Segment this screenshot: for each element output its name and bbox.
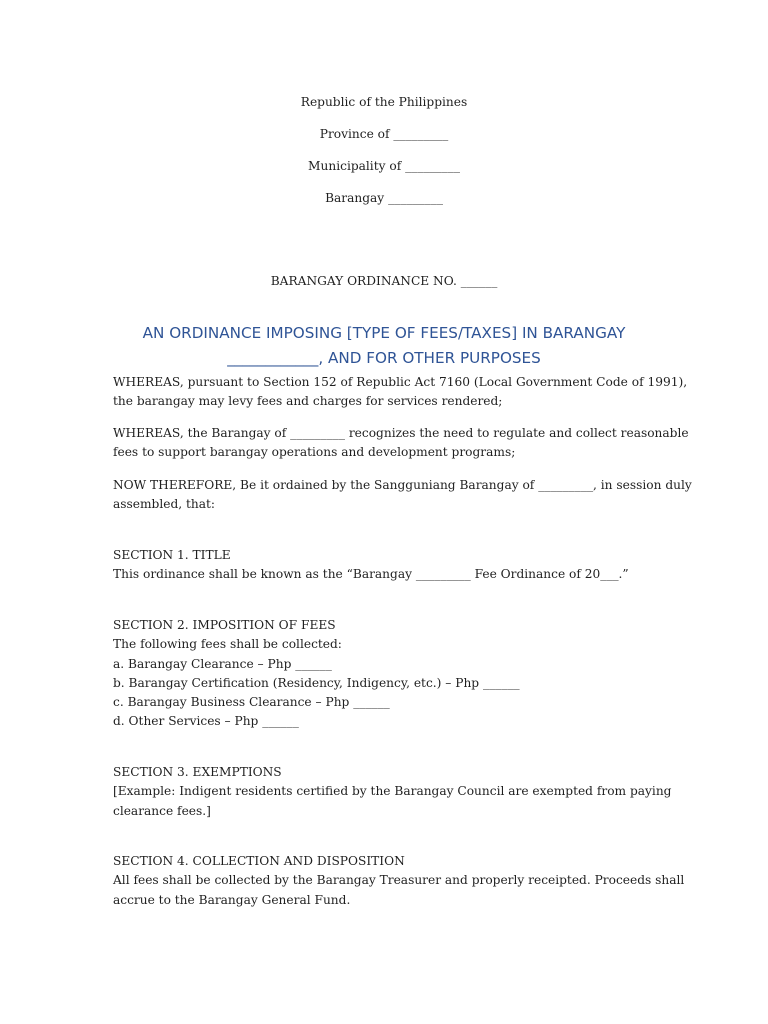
whereas-clause-1 xyxy=(113,373,688,412)
section-3-heading: SECTION 3. EXEMPTIONS xyxy=(113,765,282,779)
fee-item-certification: b. Barangay Certification (Residency, Indigency, etc.) – Php ______ xyxy=(113,675,520,690)
header-municipality: Municipality of _________ xyxy=(308,159,460,173)
section-2-heading: SECTION 2. IMPOSITION OF FEES xyxy=(113,618,336,632)
fee-item-clearance: a. Barangay Clearance – Php ______ xyxy=(113,656,332,671)
now-therefore-line-2: assembled, that: xyxy=(113,497,216,512)
section-4-line-1: All fees shall be collected by the Barangay Treasurer and properly receipted. Proceeds shall xyxy=(113,873,685,888)
whereas-clause-2-line-2: fees to support barangay operations and development programs; xyxy=(113,445,516,460)
whereas-clause-2-line-1: WHEREAS, the Barangay of _________ recognizes the need to regulate and collect reasonable xyxy=(113,426,689,440)
whereas-clause-1-line-2: the barangay may levy fees and charges for services rendered; xyxy=(113,394,503,409)
section-1-text: This ordinance shall be known as the “Barangay _________ Fee Ordinance of 20___.” xyxy=(113,567,629,582)
ordinance-number: BARANGAY ORDINANCE NO. ______ xyxy=(270,274,498,288)
header-barangay: Barangay _________ xyxy=(325,191,443,205)
now-therefore-clause xyxy=(113,476,692,515)
section-1-heading: SECTION 1. TITLE xyxy=(113,548,231,562)
whereas-clause-1-line-1: WHEREAS, pursuant to Section 152 of Republic Act 7160 (Local Government Code of 1991), xyxy=(113,375,688,389)
section-3 xyxy=(113,763,673,821)
header-province: Province of _________ xyxy=(319,127,449,141)
section-4 xyxy=(113,852,685,910)
fee-item-other-services: d. Other Services – Php ______ xyxy=(113,714,299,729)
header-republic: Republic of the Philippines xyxy=(300,95,468,109)
ordinance-title-line-2: ____________, AND FOR OTHER PURPOSES xyxy=(227,349,541,367)
ordinance-title-line-1: AN ORDINANCE IMPOSING [TYPE OF FEES/TAXES] IN BARANGAY xyxy=(142,324,626,342)
section-4-line-2: accrue to the Barangay General Fund. xyxy=(113,892,351,907)
fee-item-business-clearance: c. Barangay Business Clearance – Php ______ xyxy=(113,695,390,710)
section-2-intro: The following fees shall be collected: xyxy=(113,637,342,652)
whereas-clause-2 xyxy=(113,424,689,463)
section-1 xyxy=(113,546,673,585)
section-3-line-2: clearance fees.] xyxy=(113,803,211,818)
now-therefore-line-1: NOW THEREFORE, Be it ordained by the Sangguniang Barangay of _________, in session duly xyxy=(113,478,692,492)
section-3-line-1: [Example: Indigent residents certified by the Barangay Council are exempted from paying xyxy=(113,784,672,799)
section-2 xyxy=(113,616,673,732)
section-4-heading: SECTION 4. COLLECTION AND DISPOSITION xyxy=(113,854,405,868)
